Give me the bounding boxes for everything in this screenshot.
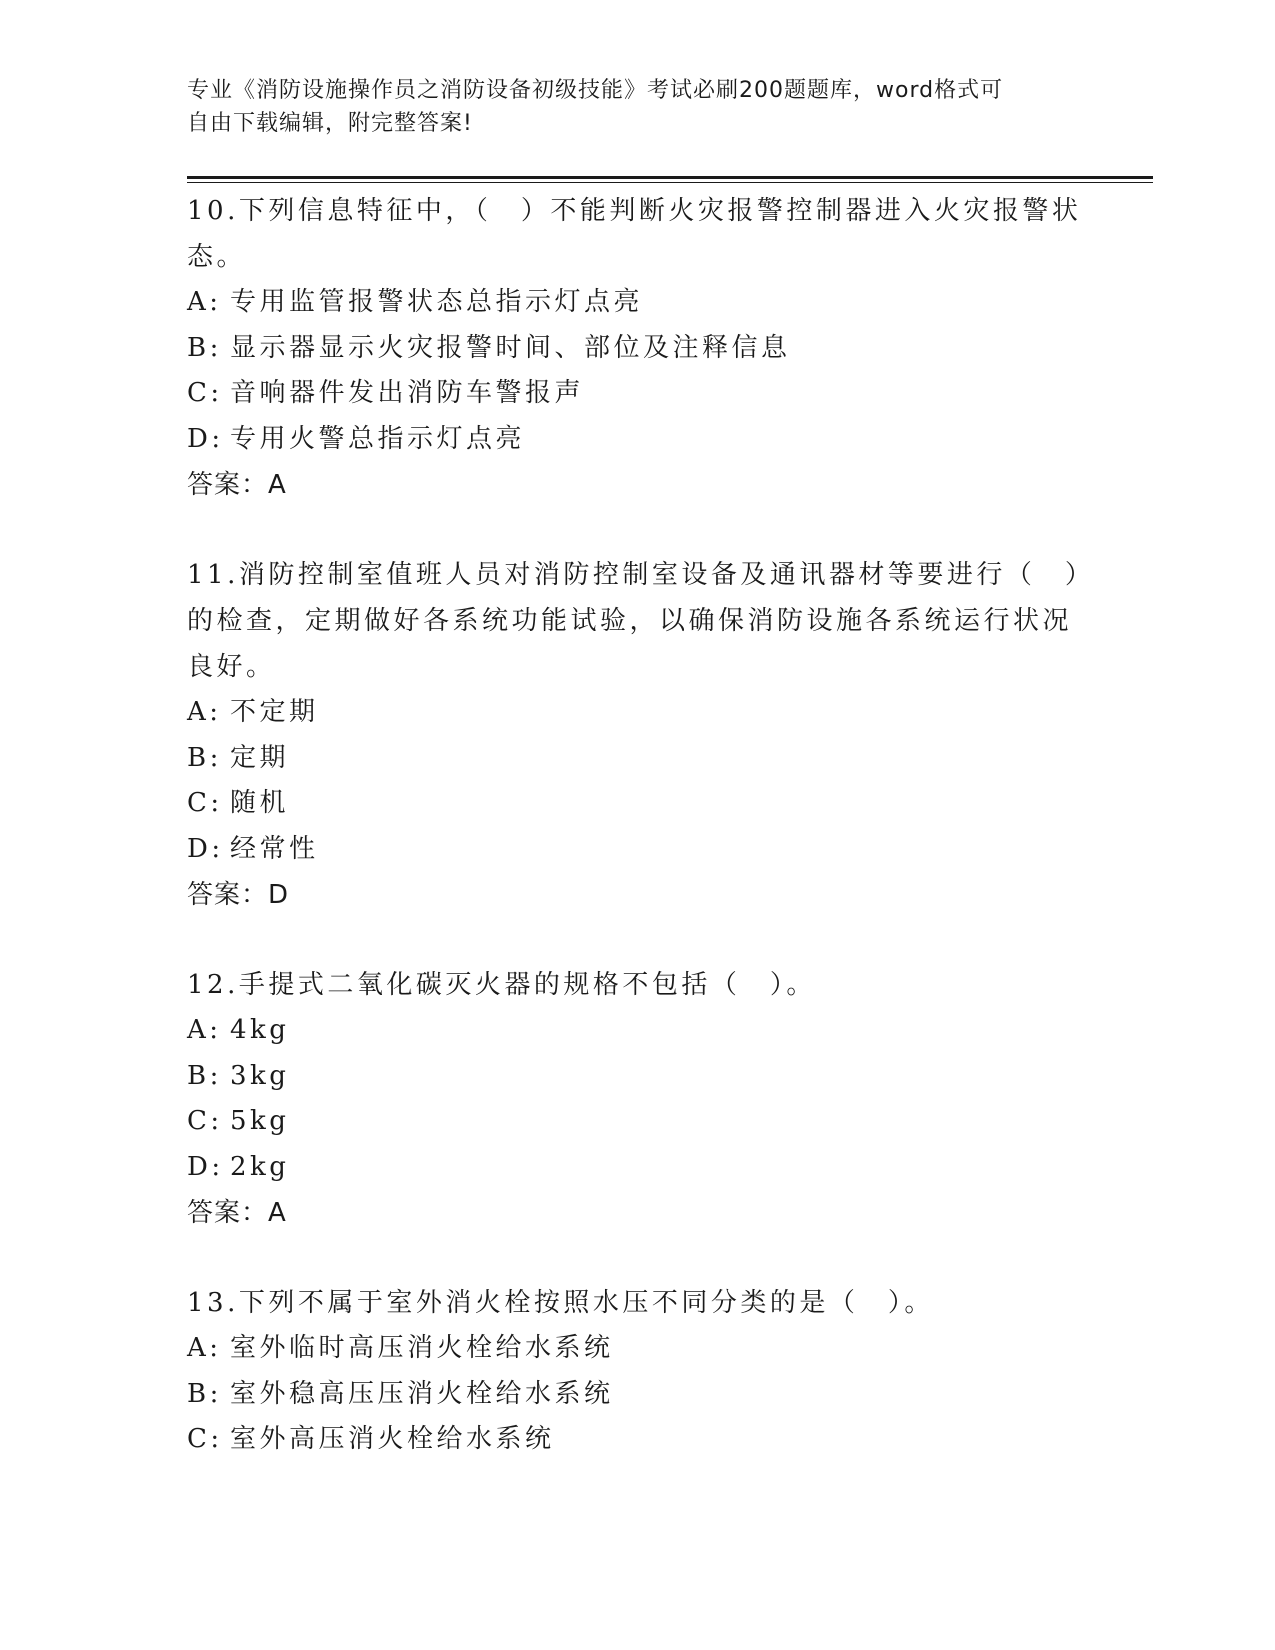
option-key: C:: [187, 378, 223, 408]
option-key: B:: [187, 1060, 222, 1091]
option-text: 经常性: [230, 833, 319, 864]
option-d: [187, 827, 1087, 873]
header-rule-thick: [187, 176, 1153, 179]
option-d: [187, 1145, 1087, 1191]
option-d: [187, 417, 1087, 463]
option-key: D:: [187, 423, 224, 454]
option-key: A:: [187, 287, 222, 317]
question-text: 10.下列信息特征中，（ ）不能判断火灾报警控制器进入火灾报警状态。: [187, 196, 1082, 272]
option-c: [187, 1099, 1087, 1145]
option-text: 不定期: [230, 697, 319, 727]
option-key: A:: [187, 1333, 222, 1363]
option-text: 4kg: [230, 1015, 290, 1045]
option-c: [187, 781, 1087, 827]
option-key: C:: [187, 788, 223, 818]
option-text: 专用火警总指示灯点亮: [230, 423, 526, 454]
header-rule-thin: [187, 182, 1153, 183]
option-b: [187, 736, 1087, 782]
option-text: 随机: [230, 788, 290, 818]
option-key: A:: [187, 697, 222, 727]
question-12: [187, 962, 1087, 1236]
question-text: 13.下列不属于室外消火栓按照水压不同分类的是（ ）。: [187, 1288, 934, 1318]
option-a: [187, 1326, 1087, 1372]
option-a: [187, 690, 1087, 736]
option-text: 专用监管报警状态总指示灯点亮: [230, 287, 644, 317]
question-13: [187, 1280, 1087, 1463]
option-text: 5kg: [230, 1106, 290, 1136]
option-text: 室外高压消火栓给水系统: [230, 1424, 555, 1454]
header-line-1: 专业《消防设施操作员之消防设备初级技能》考试必刷200题题库，word格式可: [187, 78, 1004, 103]
option-text: 室外稳高压压消火栓给水系统: [230, 1378, 614, 1409]
question-spacer: [187, 918, 1087, 962]
option-text: 3kg: [230, 1060, 290, 1091]
question-text: 11.消防控制室值班人员对消防控制室设备及通讯器材等要进行（ ）的检查，定期做好各系统功能试验，以确保消防设施各系统运行状况良好。: [187, 560, 1082, 682]
question-list: [187, 188, 1087, 1463]
answer-line: 答案：D: [187, 880, 290, 910]
option-a: [187, 280, 1087, 326]
question-spacer: [187, 508, 1087, 552]
option-a: [187, 1008, 1087, 1054]
option-key: B:: [187, 1378, 222, 1409]
option-key: C:: [187, 1106, 223, 1136]
option-c: [187, 1417, 1087, 1463]
question-text: 12.手提式二氧化碳灭火器的规格不包括（ ）。: [187, 970, 816, 1000]
option-text: 音响器件发出消防车警报声: [230, 378, 585, 408]
option-b: [187, 326, 1087, 372]
question-10: [187, 188, 1087, 508]
option-key: B:: [187, 742, 222, 773]
answer-line: 答案：A: [187, 1198, 287, 1228]
option-key: A:: [187, 1015, 222, 1045]
answer-line: 答案：A: [187, 470, 287, 500]
option-key: D:: [187, 833, 224, 864]
option-text: 显示器显示火灾报警时间、部位及注释信息: [230, 332, 791, 363]
option-text: 定期: [230, 742, 290, 773]
option-b: [187, 1054, 1087, 1100]
option-key: B:: [187, 332, 222, 363]
option-text: 2kg: [230, 1151, 290, 1182]
header-line-2: 自由下载编辑，附完整答案!: [187, 111, 473, 136]
question-spacer: [187, 1236, 1087, 1280]
document-header: [187, 74, 1067, 140]
option-b: [187, 1372, 1087, 1418]
option-key: C:: [187, 1424, 223, 1454]
option-c: [187, 371, 1087, 417]
question-11: [187, 552, 1087, 918]
option-key: D:: [187, 1151, 224, 1182]
option-text: 室外临时高压消火栓给水系统: [230, 1333, 614, 1363]
